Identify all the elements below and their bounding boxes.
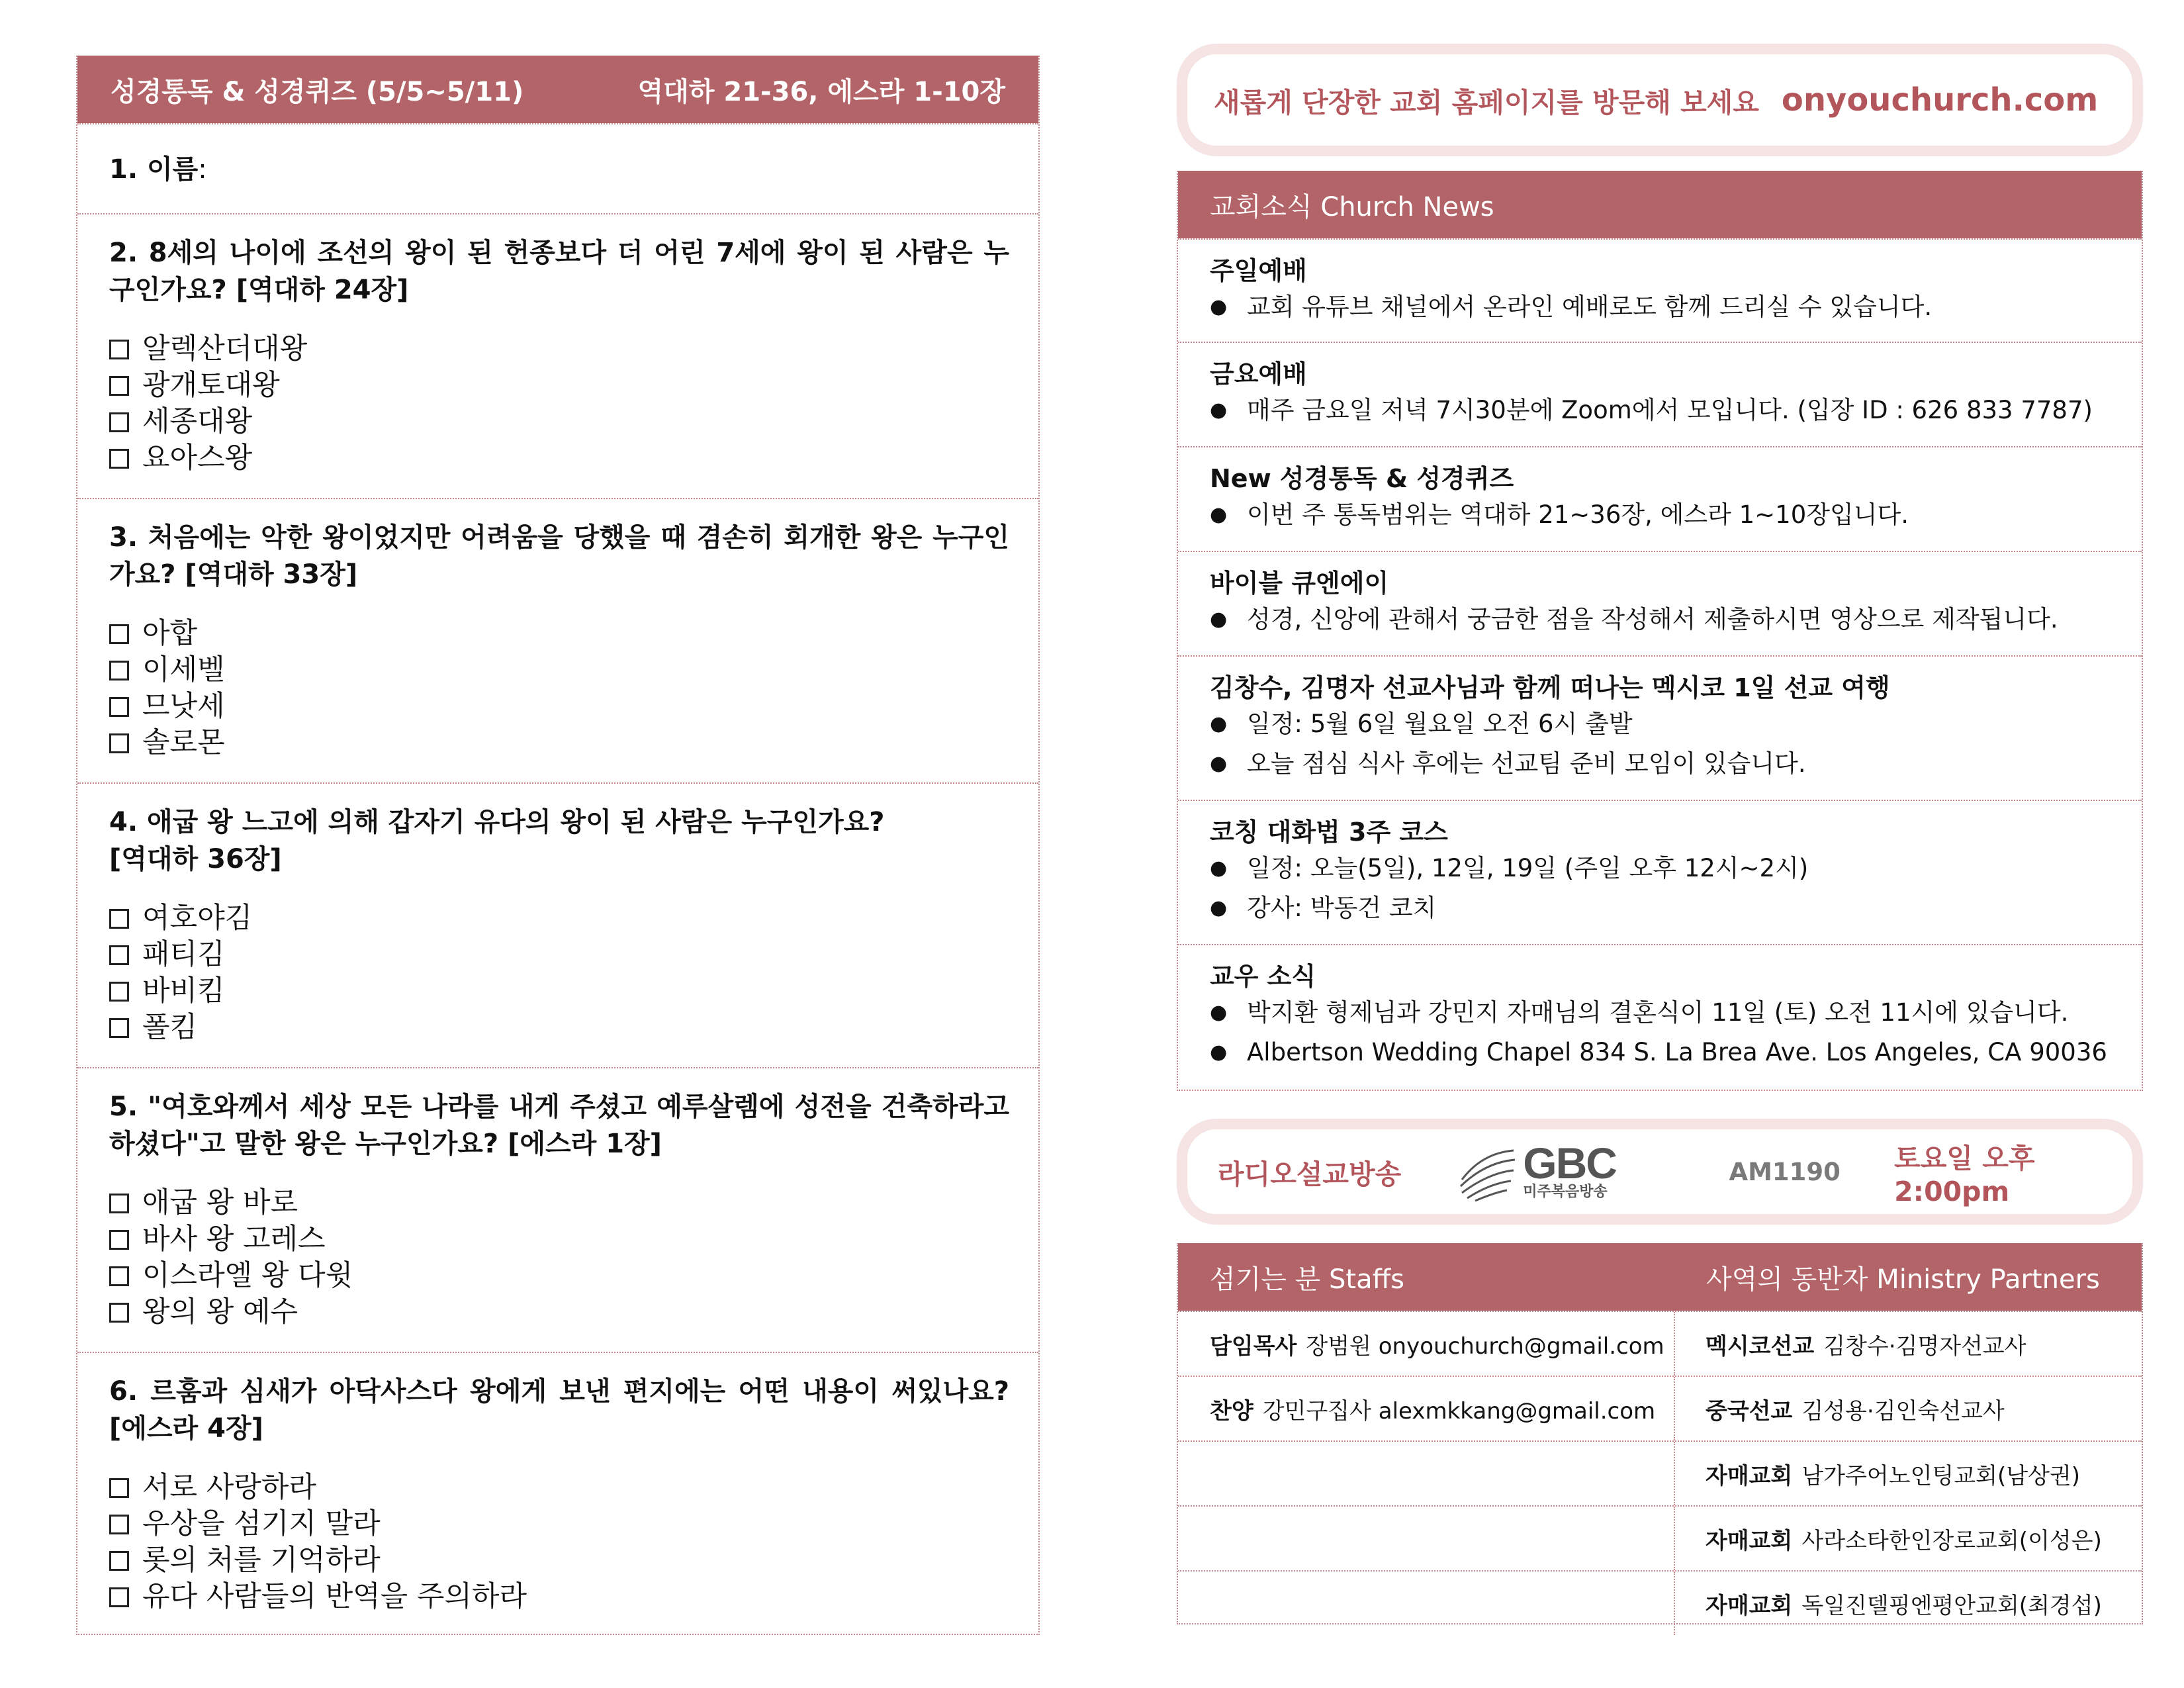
news-bullet-text: 박지환 형제님과 강민지 자매님의 결혼식이 11일 (토) 오전 11시에 있습니다.	[1247, 998, 2069, 1027]
bullet-dot-icon: ●	[1210, 857, 1228, 880]
news-item-member-news	[1178, 944, 2142, 1088]
partner-detail: 김성용·김인숙선교사	[1801, 1397, 2005, 1425]
option[interactable]	[109, 725, 1009, 761]
option[interactable]	[109, 1258, 1009, 1294]
partner-cell	[1675, 1507, 2142, 1570]
news-item-title: 교우 소식	[1210, 962, 1316, 991]
news-bullet-text: 성경, 신앙에 관해서 궁금한 점을 작성해서 제출하시면 영상으로 제작됩니다.	[1247, 605, 2058, 633]
partner-detail: 독일진델핑엔평안교회(최경섭)	[1801, 1592, 2102, 1619]
partner-detail: 김창수·김명자선교사	[1823, 1333, 2026, 1360]
checkbox[interactable]	[109, 1551, 129, 1571]
checkbox[interactable]	[109, 1303, 129, 1323]
news-bullet	[1210, 1033, 2122, 1072]
news-item-title: 코칭 대화법 3주 코스	[1210, 818, 1448, 847]
option[interactable]	[109, 1009, 1009, 1046]
option[interactable]	[109, 937, 1009, 973]
staff-row	[1178, 1440, 2142, 1505]
news-bullet-text: 일정: 오늘(5일), 12일, 19일 (주일 오후 12시~2시)	[1247, 854, 1809, 882]
checkbox[interactable]	[109, 909, 129, 929]
partner-role: 자매교회	[1705, 1592, 1793, 1619]
question-text	[109, 804, 1009, 878]
news-item-mission-trip	[1178, 655, 2142, 800]
question-text: 5. "여호와께서 세상 모든 나라를 내게 주셨고 예루살렘에 성전을 건축하라고 하셨다"고 말한 왕은 누구인가요? [에스라 1장]	[109, 1092, 1009, 1159]
staff-cell	[1178, 1507, 1675, 1570]
staff-role: 담임목사	[1210, 1333, 1297, 1360]
quiz-question-6	[77, 1352, 1038, 1634]
option-label: 바사 왕 고레스	[142, 1223, 326, 1256]
partner-role: 자매교회	[1705, 1462, 1793, 1489]
option-label: 왕의 왕 예수	[142, 1295, 298, 1329]
quiz-question-3	[77, 498, 1038, 782]
website-url-link[interactable]: onyouchurch.com	[1781, 81, 2099, 118]
staff-row	[1178, 1505, 2142, 1570]
option-label: 패티김	[142, 938, 225, 971]
staff-row	[1178, 1570, 2142, 1635]
news-bullet	[1210, 287, 2122, 327]
checkbox[interactable]	[109, 376, 129, 396]
gbc-logo-text: GBC	[1523, 1139, 1616, 1188]
checkbox[interactable]	[109, 945, 129, 965]
staff-row	[1178, 1311, 2142, 1376]
option[interactable]	[109, 900, 1009, 937]
news-bullet	[1210, 495, 2122, 535]
name-label: 1. 이름	[109, 154, 199, 185]
option[interactable]	[109, 688, 1009, 725]
bullet-dot-icon: ●	[1210, 399, 1228, 422]
website-banner-text: 새롭게 단장한 교회 홈페이지를 방문해 보세요	[1214, 86, 1759, 118]
option-label: 서로 사랑하라	[142, 1471, 316, 1504]
option[interactable]	[109, 1221, 1009, 1258]
staff-detail: 장범원 onyouchurch@gmail.com	[1306, 1333, 1664, 1360]
staff-header-right: 사역의 동반자 Ministry Partners	[1706, 1264, 2100, 1295]
option-label: 이세벨	[142, 653, 225, 686]
option[interactable]	[109, 1470, 1009, 1506]
checkbox[interactable]	[109, 1266, 129, 1286]
news-bullet	[1210, 744, 2122, 784]
name-colon: :	[198, 154, 207, 185]
option[interactable]	[109, 404, 1009, 440]
option[interactable]	[109, 1294, 1009, 1331]
options-list	[109, 331, 1009, 477]
quiz-header-title: 성경통독 & 성경퀴즈 (5/5~5/11)	[111, 76, 524, 107]
staff-detail: 강민구집사 alexmkkang@gmail.com	[1262, 1397, 1656, 1425]
option-label: 우상을 섬기지 말라	[142, 1507, 381, 1540]
option[interactable]	[109, 1185, 1009, 1221]
option[interactable]	[109, 1579, 1009, 1615]
option[interactable]	[109, 652, 1009, 688]
option-label: 아합	[142, 617, 198, 650]
news-bullet	[1210, 993, 2122, 1033]
option-label: 여호야김	[142, 902, 253, 935]
news-item-title: 김창수, 김명자 선교사님과 함께 떠나는 멕시코 1일 선교 여행	[1210, 673, 1890, 702]
partner-detail: 사라소타한인장로교회(이성은)	[1801, 1527, 2102, 1554]
radio-broadcast-banner	[1177, 1119, 2143, 1225]
bullet-dot-icon: ●	[1210, 1001, 1228, 1024]
news-bullet-text: 교회 유튜브 채널에서 온라인 예배로도 함께 드리실 수 있습니다.	[1247, 293, 1933, 321]
quiz-question-4	[77, 782, 1038, 1067]
staff-role: 찬양	[1210, 1397, 1253, 1425]
radio-time: 토요일 오후 2:00pm	[1894, 1142, 2035, 1207]
news-bullet-text: 매주 금요일 저녁 7시30분에 Zoom에서 모입니다. (입장 ID : 626 833 7787)	[1247, 396, 2093, 424]
news-item-friday-worship	[1178, 342, 2142, 446]
news-item-title: 금요예배	[1210, 359, 1307, 389]
bullet-dot-icon: ●	[1210, 1041, 1228, 1064]
news-bullet	[1210, 600, 2122, 639]
checkbox[interactable]	[109, 1230, 129, 1250]
radio-station: AM1190	[1729, 1157, 1841, 1186]
question-text: 2. 8세의 나이에 조선의 왕이 된 헌종보다 더 어린 7세에 왕이 된 사람은 누구인가요? [역대하 24장]	[109, 238, 1009, 305]
question-text-line: 4. 애굽 왕 느고에 의해 갑자기 유다의 왕이 된 사람은 누구인가요?	[109, 807, 885, 837]
checkbox[interactable]	[109, 1515, 129, 1534]
staff-header	[1178, 1243, 2142, 1311]
quiz-name-row	[77, 123, 1038, 213]
news-bullet	[1210, 391, 2122, 430]
option-label: 므낫세	[142, 690, 225, 723]
options-list	[109, 1185, 1009, 1331]
staff-cell	[1178, 1442, 1675, 1505]
checkbox[interactable]	[109, 1587, 129, 1607]
option-label: 애굽 왕 바로	[142, 1186, 298, 1219]
partner-role: 중국선교	[1705, 1397, 1793, 1425]
quiz-header	[77, 56, 1038, 123]
bullet-dot-icon: ●	[1210, 752, 1228, 775]
partner-role: 멕시코선교	[1705, 1333, 1815, 1360]
option-label: 바비킴	[142, 974, 225, 1008]
option-label: 유다 사람들의 반역을 주의하라	[142, 1580, 527, 1613]
staff-cell	[1178, 1377, 1675, 1440]
quiz-question-2	[77, 213, 1038, 498]
news-item-title: 바이블 큐엔에이	[1210, 569, 1389, 598]
checkbox[interactable]	[109, 449, 129, 469]
option[interactable]	[109, 973, 1009, 1009]
partner-cell	[1675, 1312, 2142, 1376]
news-item-bible-reading	[1178, 446, 2142, 551]
partner-detail: 남가주어노인팅교회(남상권)	[1801, 1462, 2081, 1489]
option[interactable]	[109, 440, 1009, 477]
staff-cell	[1178, 1312, 1675, 1376]
question-reference: [역대하 36장]	[109, 844, 282, 874]
partner-cell	[1675, 1377, 2142, 1440]
gbc-logo	[1455, 1140, 1729, 1203]
options-list	[109, 900, 1009, 1046]
news-bullet-text: 이번 주 통독범위는 역대하 21~36장, 에스라 1~10장입니다.	[1247, 500, 1909, 529]
checkbox[interactable]	[109, 412, 129, 432]
staff-panel	[1177, 1243, 2143, 1624]
news-bullet-text: 강사: 박동건 코치	[1247, 894, 1437, 922]
partner-cell	[1675, 1571, 2142, 1635]
bullet-dot-icon: ●	[1210, 503, 1228, 526]
news-item-title: 주일예배	[1210, 256, 1307, 285]
news-bullet	[1210, 888, 2122, 928]
news-bullet-text: 오늘 점심 식사 후에는 선교팀 준비 모임이 있습니다.	[1247, 749, 1806, 778]
gbc-logo-subtext: 미주복음방송	[1523, 1184, 1608, 1200]
news-bullet	[1210, 704, 2122, 744]
globe-icon	[1455, 1140, 1519, 1203]
quiz-header-range: 역대하 21-36, 에스라 1-10장	[637, 76, 1005, 107]
checkbox[interactable]	[109, 661, 129, 680]
option-label: 요아스왕	[142, 442, 253, 475]
option-label: 솔로몬	[142, 726, 225, 759]
option[interactable]	[109, 1506, 1009, 1542]
checkbox[interactable]	[109, 1478, 129, 1498]
partner-role: 자매교회	[1705, 1527, 1793, 1554]
option-label: 광개토대왕	[142, 369, 280, 402]
option[interactable]	[109, 367, 1009, 404]
option[interactable]	[109, 616, 1009, 652]
option-label: 롯의 처를 기억하라	[142, 1544, 381, 1577]
option-label: 알렉산더대왕	[142, 332, 308, 365]
staff-cell	[1178, 1571, 1675, 1635]
news-bullet-text: Albertson Wedding Chapel 834 S. La Brea Ave. Los Angeles, CA 90036	[1247, 1038, 2107, 1066]
checkbox[interactable]	[109, 340, 129, 359]
option[interactable]	[109, 1542, 1009, 1579]
bullet-dot-icon: ●	[1210, 608, 1228, 631]
checkbox[interactable]	[109, 982, 129, 1002]
bullet-dot-icon: ●	[1210, 295, 1228, 318]
options-list	[109, 616, 1009, 761]
question-text: 3. 처음에는 악한 왕이었지만 어려움을 당했을 때 겸손히 회개한 왕은 누구인가요? [역대하 33장]	[109, 522, 1009, 590]
church-news-header: 교회소식 Church News	[1178, 171, 2142, 238]
bible-quiz-panel	[76, 56, 1040, 1635]
news-item-coaching-course	[1178, 800, 2142, 944]
checkbox[interactable]	[109, 624, 129, 644]
news-bullet	[1210, 849, 2122, 888]
website-banner	[1177, 44, 2143, 156]
news-item-bible-qna	[1178, 551, 2142, 655]
checkbox[interactable]	[109, 733, 129, 753]
news-item-title: New 성경통독 & 성경퀴즈	[1210, 464, 1514, 493]
bullet-dot-icon: ●	[1210, 712, 1228, 735]
quiz-question-5	[77, 1067, 1038, 1352]
staff-row	[1178, 1376, 2142, 1440]
checkbox[interactable]	[109, 1018, 129, 1038]
option-label: 폴킴	[142, 1011, 198, 1044]
radio-label: 라디오설교방송	[1218, 1158, 1402, 1190]
option-label: 이스라엘 왕 다윗	[142, 1259, 353, 1292]
checkbox[interactable]	[109, 697, 129, 717]
partner-cell	[1675, 1442, 2142, 1505]
news-item-sunday-worship	[1178, 238, 2142, 342]
bullet-dot-icon: ●	[1210, 896, 1228, 919]
options-list	[109, 1470, 1009, 1615]
option[interactable]	[109, 331, 1009, 367]
option-label: 세종대왕	[142, 405, 253, 438]
question-text: 6. 르훔과 심새가 아닥사스다 왕에게 보낸 편지에는 어떤 내용이 써있나요? [에스라 4장]	[109, 1376, 1009, 1444]
church-news-panel	[1177, 171, 2143, 1091]
checkbox[interactable]	[109, 1194, 129, 1213]
staff-header-left: 섬기는 분 Staffs	[1210, 1264, 1404, 1295]
news-bullet-text: 일정: 5월 6일 월요일 오전 6시 출발	[1247, 710, 1633, 738]
